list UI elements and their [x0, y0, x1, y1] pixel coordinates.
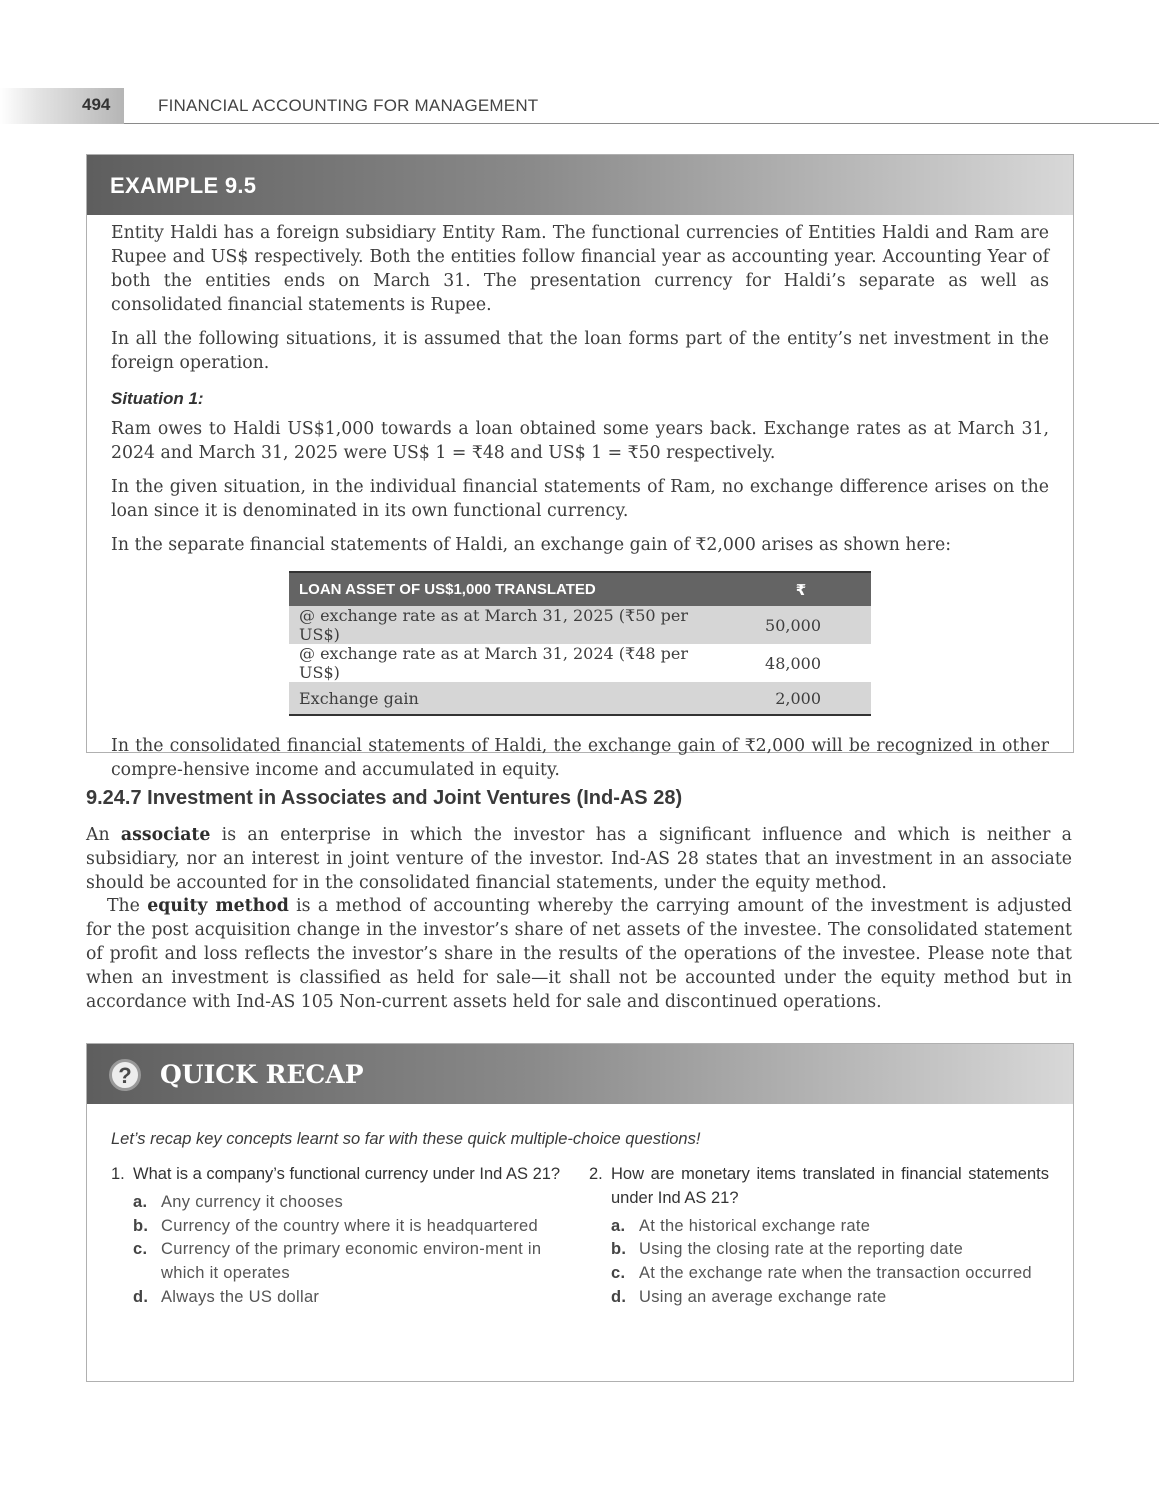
header-rule — [124, 123, 1159, 124]
running-header — [0, 88, 1159, 124]
example-body — [87, 215, 1073, 782]
option-item: a. Any currency it chooses — [133, 1192, 344, 1211]
option-item: c. At the exchange rate when the transaction occurred — [611, 1264, 1032, 1283]
example-paragraph: In the separate financial statements of Haldi, an exchange gain of ₹2,000 arises as shown here: — [111, 535, 952, 555]
table-row-label: @ exchange rate as at March 31, 2024 (₹48 per US$) — [299, 644, 689, 682]
option-list — [611, 1215, 1049, 1310]
option-item: c. Currency of the primary economic environ-ment in which it operates — [133, 1240, 542, 1283]
table-row-value: 50,000 — [731, 606, 871, 644]
section-body — [86, 824, 1072, 1014]
table-row — [289, 682, 871, 715]
table-row — [289, 644, 871, 682]
table-header-row — [289, 572, 871, 606]
recap-header — [87, 1044, 1073, 1104]
term-equity-method: equity method — [147, 896, 289, 917]
table-row-value: 2,000 — [731, 682, 871, 715]
example-paragraph: In the given situation, in the individual financial statements of Ram, no exchange difference arises on the loan since it is denominated in its own functional currency. — [111, 477, 1049, 521]
question-stem: 1. What is a company’s functional currency under Ind AS 21? — [111, 1163, 571, 1187]
table-row-label: @ exchange rate as at March 31, 2025 (₹50 per US$) — [289, 606, 731, 644]
option-item: b. Using the closing rate at the reporting date — [611, 1240, 964, 1259]
example-paragraph: In all the following situations, it is assumed that the loan forms part of the entity’s net investment in the foreign operation. — [111, 329, 1049, 373]
example-paragraph: Ram owes to Haldi US$1,000 towards a loan obtained some years back. Exchange rates as at March 31, 2024 and March 31, 2025 were US$ 1 = ₹48 and US$ 1 = ₹50 respectively. — [111, 419, 1049, 463]
option-item: a. At the historical exchange rate — [611, 1216, 871, 1235]
option-item: b. Currency of the country where it is headquartered — [133, 1216, 538, 1235]
loan-translation-table — [289, 571, 871, 716]
section-paragraph: An associate is an enterprise in which the investor has a significant influence and which is neither a subsidiary, nor an interest in joint venture of the investor. Ind-AS 28 states that an investment in an associate should be accounted for in the consolidated financial statements, under the equity method. — [86, 825, 1072, 893]
question-text: What is a company’s functional currency under Ind AS 21? — [133, 1165, 561, 1183]
option-list — [133, 1191, 571, 1310]
recap-body — [87, 1104, 1073, 1310]
recap-intro: Let’s recap key concepts learnt so far with these quick multiple-choice questions! — [111, 1130, 701, 1148]
quick-recap-box — [86, 1043, 1074, 1382]
example-header — [87, 155, 1073, 215]
term-associate: associate — [120, 825, 211, 845]
option-item: d. Using an average exchange rate — [611, 1287, 887, 1306]
question-1 — [111, 1163, 571, 1310]
example-label: EXAMPLE 9.5 — [110, 173, 257, 198]
question-text: How are monetary items translated in financial statements under Ind AS 21? — [611, 1165, 1049, 1207]
section-paragraph: The equity method is a method of accounting whereby the carrying amount of the investment is adjusted for the post acquisition change in the investor’s share of net assets of the investee. The consolidated statement of profit and loss reflects the investor’s share in the results of the operations of the investee. Please note that when an investment is classified as held for sale—it shall not be accounted under the equity method but in accordance with Ind-AS 105 Non-current assets held for sale and discontinued operations. — [86, 896, 1072, 1012]
example-paragraph: In the consolidated financial statements of Haldi, the exchange gain of ₹2,000 will be recognized in other compre-hensive income and accumulated in equity. — [111, 736, 1049, 780]
table-header-label: LOAN ASSET OF US$1,000 TRANSLATED — [289, 572, 731, 606]
question-stem: 2. How are monetary items translated in financial statements under Ind AS 21? — [589, 1163, 1049, 1211]
example-box — [86, 154, 1074, 780]
recap-title: QUICK RECAP — [160, 1060, 364, 1089]
table-row-label: Exchange gain — [289, 682, 731, 715]
recap-questions — [111, 1163, 1049, 1310]
option-item: d. Always the US dollar — [133, 1287, 320, 1306]
question-2 — [589, 1163, 1049, 1310]
question-mark-icon: ? — [109, 1059, 141, 1091]
example-paragraph: Entity Haldi has a foreign subsidiary Entity Ram. The functional currencies of Entities Haldi and Ram are Rupee and US$ respectively. Both the entities follow financial year as accounting year. Accounting Year of both the entities ends on March 31. The presentation currency for Haldi’s separate as well as consolidated financial statements is Rupee. — [111, 223, 1049, 315]
section-heading: 9.24.7 Investment in Associates and Joint Ventures (Ind-AS 28) — [86, 787, 683, 809]
table-row — [289, 606, 871, 644]
table-row-value: 48,000 — [765, 653, 821, 673]
book-title: FINANCIAL ACCOUNTING FOR MANAGEMENT — [158, 96, 539, 115]
table-header-unit: ₹ — [731, 572, 871, 606]
page-number: 494 — [82, 95, 111, 114]
situation-label: Situation 1: — [111, 389, 204, 408]
